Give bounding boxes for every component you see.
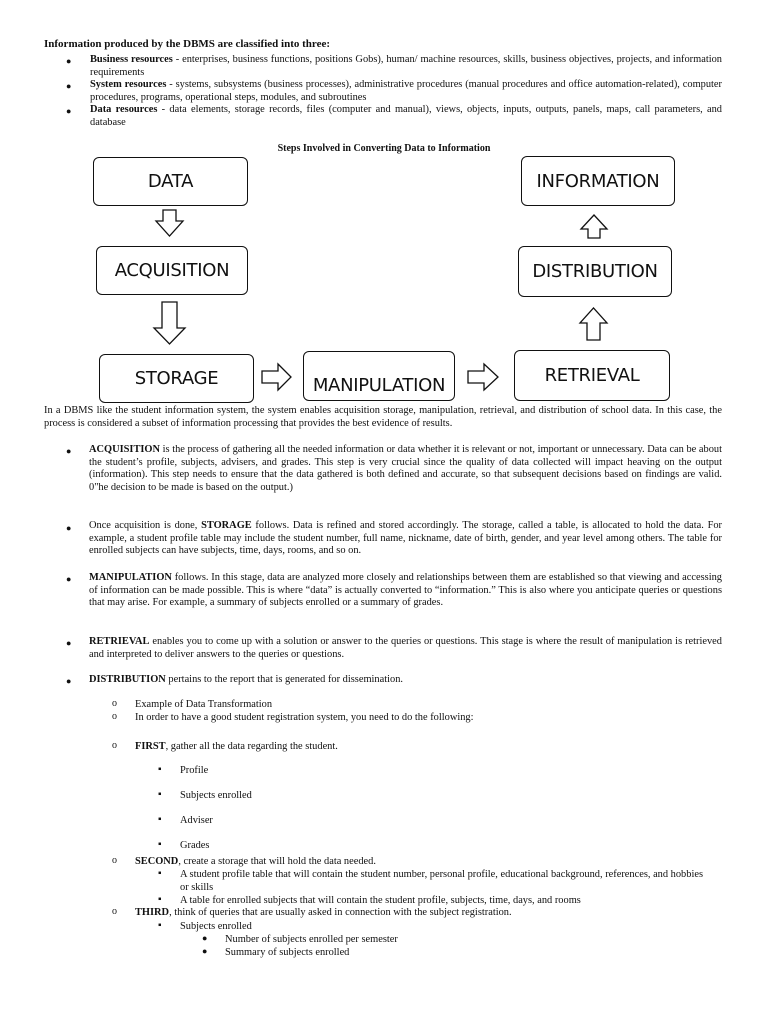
arrow-right-icon (262, 364, 291, 390)
step-second-text: , create a storage that will hold the data needed. (178, 856, 376, 867)
resource-term: Business resources (90, 54, 173, 65)
box-data: DATA (93, 157, 248, 206)
resource-term: System resources (90, 79, 167, 90)
step-text: enables you to come up with a solution or answer to the queries or questions. This stage is where the result of manipulation is retrieved and interpreted to deliver answers to the queries or questions. (89, 636, 722, 660)
step-lead: Once acquisition is done, (89, 520, 202, 531)
arrow-right-icon (468, 364, 498, 390)
example-line-1: Example of Data Transformation (135, 699, 273, 710)
example-line-2: In order to have a good student registration system, you need to do the following: (135, 712, 474, 723)
resource-term: Data resources (90, 104, 158, 115)
box-manipulation: MANIPULATION (303, 351, 455, 401)
step-distribution (89, 674, 722, 687)
step-third-term: THIRD (135, 907, 170, 918)
bullet-icon: ● (66, 106, 72, 116)
step-acquisition (89, 444, 722, 494)
box-storage: STORAGE (99, 354, 254, 403)
step-manipulation (89, 572, 722, 610)
third-subitem-count: Number of subjects enrolled per semester (225, 934, 398, 945)
box-acquisition: ACQUISITION (96, 246, 248, 295)
square-bullet-icon: ▪ (158, 814, 162, 825)
third-item-subjects: Subjects enrolled (180, 921, 252, 932)
circle-bullet-icon: o (112, 855, 117, 866)
square-bullet-icon: ▪ (158, 839, 162, 850)
step-term: ACQUISITION (89, 444, 161, 455)
step-term: STORAGE (201, 520, 252, 531)
square-bullet-icon: ▪ (158, 868, 162, 879)
step-storage (89, 520, 722, 558)
step-term: RETRIEVAL (89, 636, 150, 647)
step-term: DISTRIBUTION (89, 674, 166, 685)
bullet-icon: ● (66, 81, 72, 91)
resource-text: - data elements, storage records, files (computer and manual), views, objects, inputs, outputs, panels, maps, call parameters, and database (90, 104, 722, 128)
first-item-grades: Grades (180, 840, 210, 851)
step-third (135, 907, 512, 920)
bullet-icon: ● (202, 933, 208, 943)
intro-title: Information produced by the DBMS are classified into three: (44, 38, 330, 50)
second-item-profile-table: A student profile table that will contain the student number, personal profile, educational background, references, and hobbies or skills (180, 869, 703, 893)
bullet-icon: ● (66, 523, 72, 533)
circle-bullet-icon: o (112, 740, 117, 751)
square-bullet-icon: ▪ (158, 894, 162, 905)
square-bullet-icon: ▪ (158, 789, 162, 800)
circle-bullet-icon: o (112, 698, 117, 709)
step-first-term: FIRST (135, 741, 166, 752)
step-text: is the process of gathering all the needed information or data whether it is relevant or not, important or unnecessary. Data can be about the student’s profile, subjects, advisers, and grades. This step is very crucial since the quality of data collected will impact heaving on the output (information). This step needs to ensure that the data gathered is both defined and accurate, so that subsequent decisions based on findings are valid. 0"he decision to be made is based on the output.) (89, 444, 722, 493)
step-text: pertains to the report that is generated for dissemination. (165, 674, 403, 685)
arrow-up-icon (581, 215, 607, 238)
box-information: INFORMATION (521, 156, 675, 206)
resource-text: - systems, subsystems (business processes), administrative procedures (manual procedures and office automation-related), computer procedures, programs, operational steps, modules, and subroutines (90, 79, 722, 103)
arrow-up-icon (580, 308, 607, 340)
box-retrieval: RETRIEVAL (514, 350, 670, 401)
first-item-subjects: Subjects enrolled (180, 790, 252, 801)
resource-text: - enterprises, business functions, positions Gobs), human/ machine resources, skills, business objectives, projects, and information requirements (90, 54, 722, 78)
square-bullet-icon: ▪ (158, 920, 162, 931)
first-item-profile: Profile (180, 765, 209, 776)
second-item-subjects-table: A table for enrolled subjects that will contain the student profile, subjects, time, days, and rooms (180, 895, 581, 906)
bullet-icon: ● (66, 676, 72, 686)
step-term: MANIPULATION (89, 572, 172, 583)
first-item-adviser: Adviser (180, 815, 213, 826)
arrow-down-icon (156, 210, 183, 236)
arrow-down-icon (154, 302, 185, 344)
box-distribution: DISTRIBUTION (518, 246, 672, 297)
step-text: follows. Data is refined and stored accordingly. The storage, called a table, is allocated to hold the data. For example, a student profile table may include the student number, full name, nickname, date of birth, gender, and year level among others. The table for enrolled subjects can have subjects, time, days, rooms, and so on. (89, 520, 723, 556)
diagram-title: Steps Involved in Converting Data to Information (277, 143, 491, 154)
step-first-text: , gather all the data regarding the student. (165, 741, 338, 752)
bullet-icon: ● (66, 638, 72, 648)
bullet-icon: ● (66, 574, 72, 584)
third-subitem-summary: Summary of subjects enrolled (225, 947, 350, 958)
step-second-term: SECOND (135, 856, 179, 867)
bullet-icon: ● (202, 946, 208, 956)
step-third-text: , think of queries that are usually asked in connection with the subject registration. (169, 907, 512, 918)
diagram-arrows (0, 0, 768, 420)
step-second (135, 856, 376, 869)
summary-paragraph: In a DBMS like the student information system, the system enables acquisition storage, manipulation, retrieval, and distribution of school data. In this case, the process is considered a subset of information processing that provides the best evidence of results. (44, 405, 722, 429)
circle-bullet-icon: o (112, 906, 117, 917)
step-first (135, 741, 338, 754)
circle-bullet-icon: o (112, 711, 117, 722)
bullet-icon: ● (66, 446, 72, 456)
bullet-icon: ● (66, 56, 72, 66)
step-text: follows. In this stage, data are analyzed more closely and relationships between them are established so that viewing and accessing of information can be made possible. This is where “data” is actually converted to “information.” This is also where you anticipate queries or questions that may arise. For example, a summary of subjects enrolled or a summary of grades. (89, 572, 722, 608)
square-bullet-icon: ▪ (158, 764, 162, 775)
step-retrieval (89, 636, 722, 661)
